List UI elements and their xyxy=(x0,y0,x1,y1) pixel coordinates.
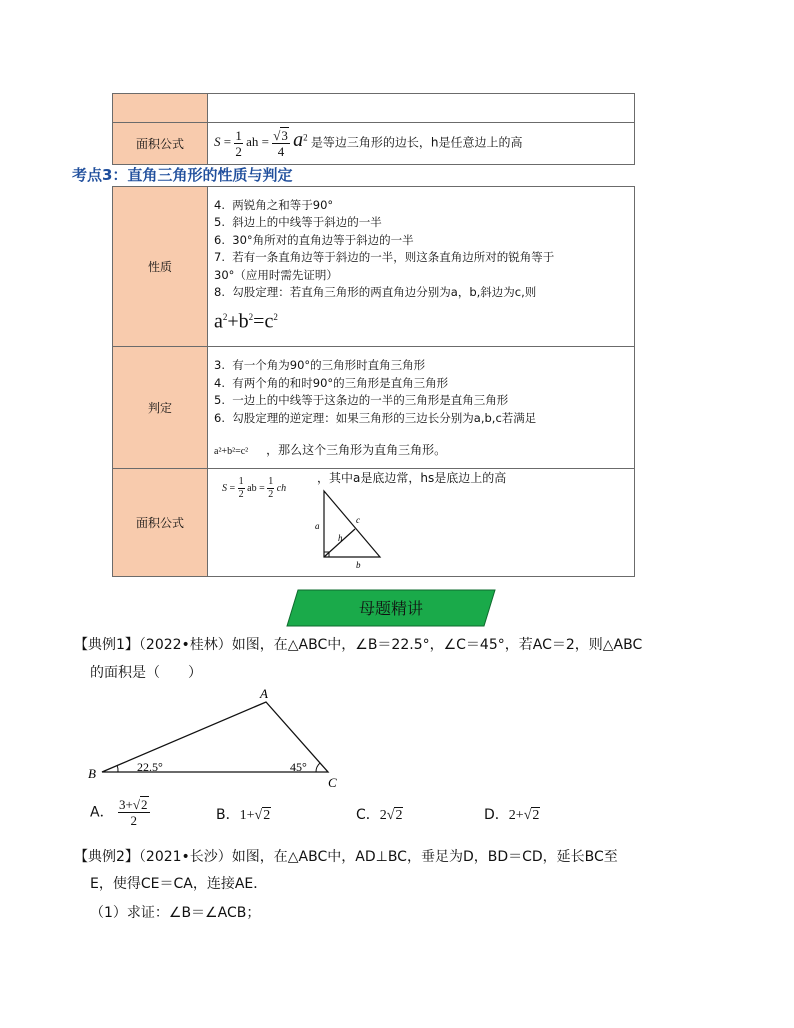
example2-line3: （1）求证：∠B＝∠ACB； xyxy=(90,905,261,921)
formula-s: S xyxy=(214,134,221,150)
option-c-pre: 2 xyxy=(379,808,387,823)
fig-label-c: c xyxy=(356,515,360,525)
property-item: 4. 两锐角之和等于90° xyxy=(214,197,334,212)
judgment-item: 5. 一边上的中线等于这条边的一半的三角形是直角三角形 xyxy=(214,393,509,407)
option-b-label: B． xyxy=(216,807,240,823)
option-a-num: 3+√2 xyxy=(119,797,148,812)
option-c-rad: 2 xyxy=(395,808,403,823)
option-a-fraction xyxy=(118,798,149,827)
pyth-a: a xyxy=(214,310,223,333)
example1-line1: 【典例1】（2022•桂林）如图，在△ABC中，∠B＝22.5°，∠C＝45°，若AC＝2，则△ABC xyxy=(74,637,643,653)
area-d2: 2 xyxy=(268,489,274,500)
vertex-b-label: B xyxy=(88,766,96,781)
option-b-rad: 2 xyxy=(263,808,271,823)
equilateral-area-formula xyxy=(214,128,311,159)
area-ab: ab xyxy=(247,482,257,494)
judgment-content xyxy=(208,347,635,469)
example2-line1: 【典例2】（2021•长沙）如图，在△ABC中，AD⊥BC，垂足为D，BD＝CD，延长BC至 xyxy=(74,849,618,865)
example1-line2: 的面积是（ ） xyxy=(90,665,202,681)
fig-label-h: h xyxy=(338,533,343,543)
option-a-label: A． xyxy=(90,804,114,821)
pyth-c: c xyxy=(264,310,274,333)
table1-area-label: 面积公式 xyxy=(113,123,208,165)
table1-area-content xyxy=(208,123,635,165)
formula-eq: = xyxy=(223,134,232,150)
option-c: C．2√2 xyxy=(356,807,403,823)
judgment-item: 6. 勾股定理的逆定理：如果三角形的三边长分别为a,b,c若满足 xyxy=(214,410,537,425)
formula-sup: 2 xyxy=(303,133,308,144)
option-c-label: C． xyxy=(356,807,380,823)
converse-line xyxy=(214,441,634,458)
sqrt-den: 4 xyxy=(277,144,285,159)
judgment-item: 4. 有两个角的和时90°的三角形是直角三角形 xyxy=(214,375,449,390)
vertex-a-label: A xyxy=(260,686,268,701)
option-b: B．1+√2 xyxy=(216,807,271,823)
option-d-pre: 2+ xyxy=(508,808,524,823)
angle-b-arc xyxy=(117,765,118,772)
option-a xyxy=(90,798,150,827)
properties-label: 性质 xyxy=(113,187,208,347)
triangle-outline xyxy=(324,491,380,557)
area-frac2 xyxy=(267,477,274,500)
judgment-label: 判定 xyxy=(113,347,208,469)
area-label: 面积公式 xyxy=(113,469,208,577)
pyth-plus: + xyxy=(227,310,239,333)
formula-ah: ah xyxy=(246,134,259,150)
table-right-triangle xyxy=(112,186,635,577)
pyth-sa: 2 xyxy=(222,311,228,322)
formula-fraction xyxy=(234,129,243,158)
area-eq: = xyxy=(229,482,236,494)
converse-text: ，那么这个三角形为直角三角形。 xyxy=(266,443,447,457)
area-d1: 2 xyxy=(238,489,244,500)
area-eq2: = xyxy=(259,482,265,494)
table-equilateral-area xyxy=(112,93,635,165)
judgment-item: 3. 有一个角为90°的三角形时直角三角形 xyxy=(214,358,426,372)
example2-line2: E，使得CE＝CA，连接AE． xyxy=(90,876,268,892)
pyth-b: b xyxy=(238,310,249,333)
banner-text: 母题精讲 xyxy=(358,599,424,618)
area-ch: ch xyxy=(276,482,287,494)
section-title: 考点3：直角三角形的性质与判定 xyxy=(72,166,293,184)
area-n2: 1 xyxy=(268,476,274,487)
option-a-rad: 2 xyxy=(141,797,148,812)
property-item: 7. 若有一条直角边等于斜边的一半，则这条直角边所对的锐角等于 xyxy=(214,250,555,265)
area-content xyxy=(208,469,635,577)
area-n1: 1 xyxy=(238,476,244,487)
option-a-den: 2 xyxy=(130,813,138,828)
pyth-sb: 2 xyxy=(248,311,254,322)
equilateral-area-desc: 是等边三角形的边长，h是任意边上的高 xyxy=(310,135,523,150)
option-d: D．2+√2 xyxy=(484,807,540,823)
section-banner xyxy=(286,589,496,627)
option-d-rad: 2 xyxy=(532,808,540,823)
formula-sqrt-fraction xyxy=(272,129,290,158)
frac-num: 1 xyxy=(235,128,242,143)
table1-empty-label xyxy=(113,94,208,123)
frac-den: 2 xyxy=(235,144,242,159)
pyth-eq: = xyxy=(253,310,265,333)
property-item: 6. 30°角所对的直角边等于斜边的一半 xyxy=(214,232,414,247)
property-item: 30°（应用时需先证明） xyxy=(214,267,338,282)
angle-b-value: 22.5° xyxy=(137,760,163,774)
right-triangle-area-formula xyxy=(222,477,286,500)
converse-formula: a²+b²=c² xyxy=(214,446,249,457)
pyth-sc: 2 xyxy=(273,311,278,322)
table1-empty-content xyxy=(208,94,635,123)
right-triangle-figure xyxy=(312,481,392,569)
vertex-c-label: C xyxy=(328,775,337,790)
area-frac1 xyxy=(238,477,245,500)
fig-label-b: b xyxy=(356,560,361,569)
pythagorean-formula xyxy=(214,302,634,337)
formula-eq2: = xyxy=(261,134,269,150)
property-item: 5. 斜边上的中线等于斜边的一半 xyxy=(214,215,382,230)
properties-content xyxy=(208,187,635,347)
fig-label-a: a xyxy=(315,521,320,531)
formula-a: a xyxy=(293,129,304,152)
example1-triangle-figure xyxy=(84,686,354,790)
option-b-pre: 1+ xyxy=(239,808,255,823)
area-s: S xyxy=(222,482,227,494)
sqrt-num: √3 xyxy=(273,128,288,143)
sqrt-radicand: 3 xyxy=(281,128,288,143)
option-a-num-pre: 3+ xyxy=(119,797,133,812)
area-desc: ，其中a是底边常，hs是底边上的高 xyxy=(317,471,507,485)
angle-c-arc xyxy=(316,763,320,772)
angle-c-value: 45° xyxy=(290,760,307,774)
option-d-label: D． xyxy=(484,807,509,823)
property-item: 8. 勾股定理：若直角三角形的两直角边分别为a，b,斜边为c,则 xyxy=(214,285,537,300)
